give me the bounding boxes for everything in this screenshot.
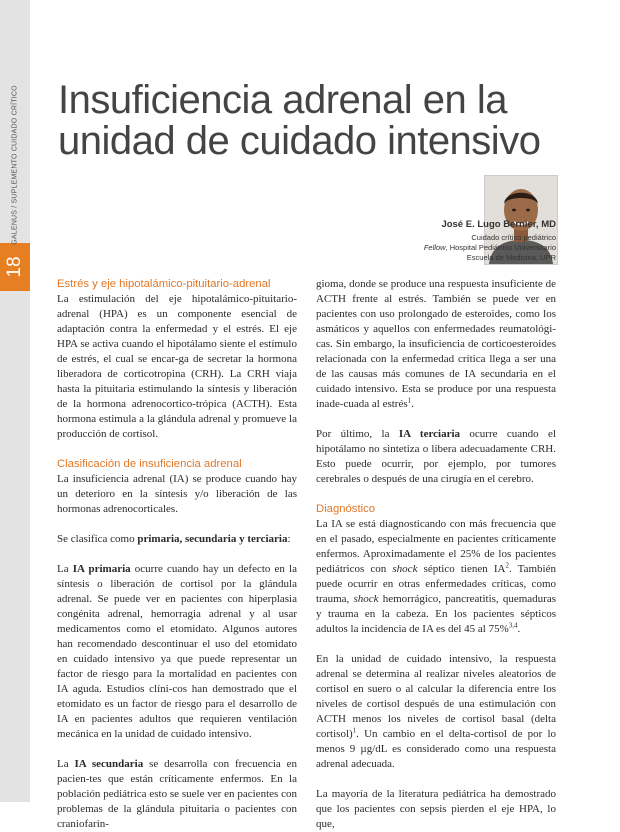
italic-shock: shock (353, 593, 379, 605)
author-name: José E. Lugo Bernier, MD (441, 219, 556, 230)
text-span: séptico tienen IA (417, 563, 506, 575)
text-span: La (57, 758, 75, 770)
paragraph-ia-definition: La insuficiencia adrenal (IA) se produce cuando hay un deterioro en la síntesis y/o liberación de las hormonas adrenocorticales. (57, 473, 297, 515)
paragraph-hpa: La estimulación del eje hipotalámico-pituitario-adrenal (HPA) es un componente esencial de adaptación contra la enfermedad y el estrés. El eje HPA se activa cuando el hipotálamo siente el estímulo de estrés, el cual se encar-ga de secretar la hormona liberadora de corticotropina (CRH). La CRH viaja hasta la pituitaria estimulando la síntesis y liberación de la hormona adrenocortico-trópica (ACTH). Esta hormona estimula a la glándula adrenal y promueve la producción de cortisol. (57, 293, 297, 440)
author-affiliation (424, 243, 556, 253)
author-block (424, 219, 556, 263)
citation: 1 (352, 726, 357, 735)
heading-classification: Clasificación de insuficiencia adrenal (57, 458, 242, 470)
paragraph-pediatric-literature: La mayoría de la literatura pediátrica ha demostrado que los pacientes con sepsis pierden el eje HPA, lo que, (316, 788, 556, 830)
text-span: ocurre cuando hay un defecto en la síntesis o liberación de cortisol por la glándula adrenal. Se puede ver en pacientes con hiperplasia congénita adrenal, hemorragia adrenal y al usar medicamentos como el etomidato. Algunos autores han recomendado descontinuar el uso del etomidato en cuidado intensivo ya que puede representar un factor de riesgo para la mortalidad en pacientes con IA aguda. Estudios clíni-cos han demostrado que el etomidato es un factor de riesgo para el desarrollo de IA en pacientes adultos que requieren ventilación mecánica en la unidad de cuidado intensivo. (57, 563, 297, 740)
bold-classification: primaria, secundaria y terciaria (137, 533, 288, 545)
paragraph-tertiary (316, 427, 556, 487)
page-number-text: 18 (4, 256, 25, 278)
text-span: La IA se está diagnosticando con más frecuencia que en el pasado, especialmente en pacientes críticamente enfermos. Aproximadamente el 25% de los pacientes pediátricos con (316, 518, 556, 575)
text-span: . Un cambio en el delta-cortisol de por lo menos 9 µg/dL es considerado como una respuesta adrenal adecuada. (316, 728, 556, 770)
left-column (57, 277, 297, 832)
bold-ia-primaria: IA primaria (72, 563, 131, 575)
author-school: Escuela de Medicina, UPR (466, 253, 556, 262)
text-span: . (411, 398, 414, 410)
italic-shock: shock (392, 563, 418, 575)
paragraph-classification (57, 532, 297, 547)
right-column (316, 277, 556, 832)
author-specialty: Cuidado crítico pediátrico (471, 233, 556, 242)
citation: 1 (407, 396, 412, 405)
citation: 3,4 (508, 621, 518, 630)
text-span: . También puede ocurrir en otras enfermedades críticas, como trauma, (316, 563, 556, 605)
text-span: ocurre cuando el hipotálamo no sintetiza o libera adecuadamente CRH. Esto puede ocurrir, por ejemplo, por tumores cerebrales o después de una cirugía en el cerebro. (316, 428, 556, 485)
bold-ia-secundaria: IA secundaria (74, 758, 144, 770)
text-span: La (57, 563, 73, 575)
text-span: gioma, donde se produce una respuesta insuficiente de ACTH frente al estrés. También se puede ver en pacientes con uso prolongado de esteroides, como los asmáticos y aquellos con enfermedades reumatológi-cas. Sin embargo, la insuficiencia de corticoesteroides relacionada con la enfermedad crítica llega a ser una de las causas más comunes de IA secundaria en el cuidado intensivo. Esta se produce por una respuesta inade-cuada al estrés (316, 278, 556, 410)
text-span: : (287, 533, 291, 545)
author-hospital: , Hospital Pediátrico Universitario (445, 243, 556, 252)
citation: 2 (505, 561, 509, 570)
author-fellow: Fellow (423, 243, 446, 252)
text-span: Por último, la (316, 428, 399, 440)
article-title: Insuficiencia adrenal en la unidad de cuidado intensivo (58, 78, 541, 163)
text-span: En la unidad de cuidado intensivo, la respuesta adrenal se determina al realizar niveles aleatorios de cortisol en suero o al calcular la diferencia entre los niveles de cortisol después de una estimulación con ACTH menos los niveles de cortisol basal (delta cortisol) (316, 653, 556, 740)
heading-diagnosis: Diagnóstico (316, 503, 376, 515)
paragraph-icu-response (316, 652, 556, 772)
running-head: GALENUS / SUPLEMENTO CUIDADO CRÍTICO (11, 85, 19, 245)
text-span: se desarrolla con frecuencia en pacien-tes que están críticamente enfermos. En la población pediátrica esto se suele ver en pacientes con problemas de la glándula pituitaria o pacientes con craniofarin- (57, 758, 297, 830)
paragraph-diagnosis (316, 517, 556, 637)
text-span: hemorrágico, pancreatitis, quemaduras y trauma en la cabeza. En los pacientes sépticos adultos la incidencia de IA es del 45 al 75% (316, 593, 557, 635)
text-span: . (517, 623, 521, 635)
paragraph-secondary (57, 757, 297, 832)
heading-stress-hpa: Estrés y eje hipotalámico-pituitario-adrenal (57, 278, 271, 290)
bold-ia-terciaria: IA terciaria (398, 428, 461, 440)
paragraph-secondary-cont (316, 277, 556, 412)
paragraph-primary (57, 562, 297, 742)
page-number (0, 243, 30, 291)
text-span: Se clasifica como (57, 533, 138, 545)
